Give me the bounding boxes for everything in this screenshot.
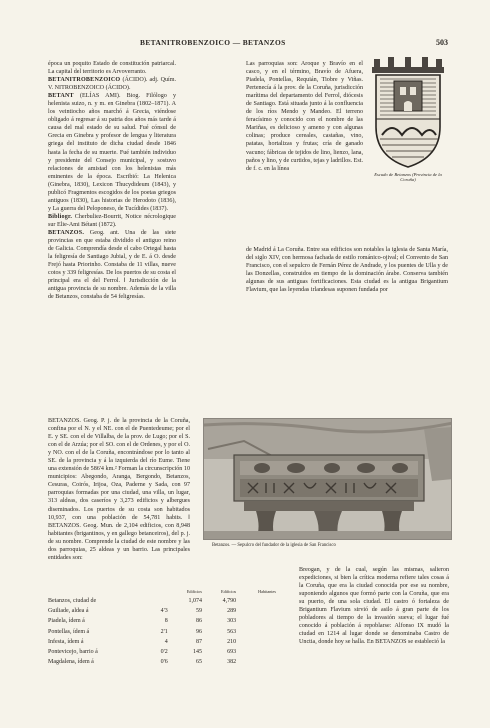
entry-betanzos-ancient: BETANZOS. Geog. ant. Una de las siete provincias en que estaba dividido el antiguo reino de Galicia. Comprendía desde el cabo Ortegal hasta la feligresía de Santiago Jubial, y de E. á O. desde Frejó hasta Priorinho. Constaba de 11 villas, nueve cotos y 339 feligresías. De los puertos de su costa el principal era el del Ferrol. ‖ Jurisdicción de la antigua provincia de su nombre. Además de la villa de Betanzos, constaba de 54 feligresías.: [48, 229, 176, 301]
table-cell: 4,790: [222, 598, 237, 604]
table-cell: 2'1: [160, 628, 168, 635]
coat-of-arms-caption: Escudo de Betanzos (Provincia de la Coruña): [374, 172, 442, 182]
right-column-top: [246, 60, 363, 173]
table-cell: 303: [227, 618, 237, 625]
table-cell: 693: [227, 649, 237, 656]
paragraph-parishes: Las parroquias son: Aroque y Bravío en el casco, y en el término, Bravío de Afuera, Piadela, Pontellas, Requián, Tiobre y Viñas. Pertenecía á la prov. de la Coruña, jurisdicción marítima del departamento del Ferrol, diócesis de Santiago. Está situada junto á la confluencia de los ríos Mendo y Mandeo. El terreno feracísimo y conocido con el nombre de las Mariñas, es delicioso y ameno y con algunas colinas; produce cereales, castañas, vino, patatas, hortalizas y frutas; cría de ganado vacuno; fábricas de tejidos de lino, lienzo, lana, paños y lino, y de curtidos, tejas y ladrillos. Est. de f. c. en la línea: [246, 61, 363, 172]
table-cell: 145: [192, 649, 202, 656]
coat-of-arms-icon: [366, 57, 450, 169]
paragraph-intro: época un poquito Estado de constitución patriarcal. La capital del territorio es Arvoverranto.: [48, 61, 176, 76]
table-cell: 86: [195, 618, 202, 625]
table-cell: [152, 596, 170, 606]
running-head: BETANITROBENZOICO — BETANZOS: [140, 38, 286, 47]
right-column-middle: [246, 246, 448, 294]
table-header-row: [48, 589, 278, 596]
table-cell: Pontevicejo, barrio á: [48, 649, 98, 656]
right-column-bottom: [299, 566, 449, 646]
table-cell: 4: [164, 638, 168, 645]
table-header-cell: [152, 589, 170, 596]
table-cell: 87: [195, 638, 202, 645]
table-cell: Guiliade, aldea á: [48, 608, 89, 615]
table-cell: Infesta, ídem á: [48, 638, 84, 645]
table-row: [48, 657, 278, 667]
left-column-bottom: [48, 417, 190, 562]
paragraph-history: Breogan, y de la cual, según las mismas, salieron expediciones, si bien la crítica moderna refiere tales cosas á la Coruña, que era la ciudad conocida por ese su nombre, suponiendo algunos que formó parte con la Coruña, que era su puerto, de una sola ciudad. El castro ó fortaleza de Brigantium Flavium sirvió de asilo á gran parte de los pobladores al tiempo de la invasión sueva; el lugar fué conocido á población á repoblarse: Alfonso IX mudó la ciudad en 1214 al lugar donde se denominaba Castro de Unctia, donde hoy se halla. En BETANZOS se estableció la: [299, 567, 449, 646]
table-header-cell: Habitantes: [258, 589, 276, 594]
table-header-cell: Edificios: [221, 589, 237, 594]
table-cell: 4'3: [160, 608, 168, 615]
entry-betanzos-geography: BETANZOS. Geog. P. j. de la provincia de la Coruña, confina por el N. y el NE. con el de Puentedeume; por el E. y SE. con el de Villalba, de la prov. de Lugo; por el S. con el de Arzúa; por el SO. con el de Ordenes, y por el O. y NO. con el de la Coruña, encontrándose por lo tanto al SE. de la provincia y á la izquierda del río Eume. Tiene una extensión de 586'4 km.² Forman la circunscripción 10 municipios: Abegondo, Aranga, Bergondo, Betanzos, Cesuras, Coirós, Irijoa, Oza, Paderne y Sada, con 97 parroquias formadas por una ciudad, una villa, un lugar, 313 aldeas, dos caseríos y 3,273 edificios y albergues diseminados. Los puertos de su costa son habitados 10,937, con una población de 54,781 habits. ‖ BETANZOS. Geog. Mun. de 2,104 edificios, con 8,948 habitantes (brigantinos, y en gallego betanceiros), del p. j. de su nombre. Comprende la ciudad de este nombre y las dos parroquias, 25 aldeas y un barrio. Las principales entidades son:: [48, 418, 190, 561]
table-row: [48, 606, 278, 616]
table-cell: 65: [195, 659, 202, 666]
table-header-cell: Edificios: [186, 589, 202, 594]
paragraph-monuments: de Madrid á La Coruña. Entre sus edificios son notables la iglesia de Santa María, del siglo XIV, con hermosa fachada de estilo románico-ojival; el Convento de San Francisco, con el sepulcro de Fernán Pérez de Andrade, y los puentes de Ulla y de las Donzellas, construidos en tiempo de la dominación árabe. Conserva también algunas de sus antiguas fortificaciones. Esta ciudad es la antigua Brigantium Flavium, que las leyendas irlandesas suponen fundada por: [246, 247, 448, 294]
table-cell: Betanzos, ciudad de: [48, 598, 97, 604]
entry-betant: BETANT (ELÍAS AMI). Biog. Filólogo y helenista suizo, n. y m. en Ginebra (1802–1871). A los veintiocho años marchó á Grecia, viéndose obligado á regresar á su patria dos años más tarde á causa del mal estado de su salud. Fué cónsul de Grecia en Ginebra y profesor de lengua y literatura griega del instituto de dicha ciudad desde 1846 hasta la fecha de su muerte. Fué también individuo y presidente del Consejo municipal, y sostuvo relaciones de amistad con los helenistas más eminentes de la época. Escribió: La Helenica (Ginebra, 1830), Lexicon Thucydideum (1843), y publicó Fragmentos escogidos de los poetas griegos antiguos (1830), Las historias de Herodoto (1836), y La guerra del Peloponeso, de Tucídides (1837).: [48, 93, 176, 212]
figure-caption: Betanzos. — Sepulcro del fundador de la iglesia de San Francisco: [212, 543, 336, 548]
table-header-cell: [48, 589, 152, 596]
table-row: [48, 596, 278, 606]
table-cell: 0'2: [160, 649, 168, 656]
page-number: 503: [436, 38, 448, 47]
table-cell: 210: [227, 638, 237, 645]
table-cell: Magdalena, ídem á: [48, 659, 94, 666]
left-column-top: [48, 60, 176, 301]
table-cell: 289: [227, 608, 237, 615]
table-row: [48, 637, 278, 647]
page-header: [48, 38, 448, 50]
table-cell: 0'6: [160, 659, 168, 666]
table-row: [48, 616, 278, 626]
table-cell: 96: [195, 628, 202, 635]
entry-betanitrobenzoico: BETANITROBENZOICO (ÁCIDO). adj. Quím. V. NITROBENZOICO (ÁCIDO).: [48, 77, 176, 92]
table-cell: Piadela, ídem á: [48, 618, 85, 625]
sepulchre-image: [204, 419, 452, 540]
tomb-photograph: [203, 418, 452, 540]
table-row: [48, 647, 278, 657]
table-cell: 382: [227, 659, 237, 666]
table-cell: Pontellas, ídem á: [48, 628, 90, 635]
table-row: [48, 627, 278, 637]
table-cell: 1,074: [188, 598, 202, 604]
coat-of-arms: [366, 57, 450, 169]
entities-table: [48, 589, 278, 667]
table-cell: 59: [195, 608, 202, 615]
table-cell: 8: [164, 618, 168, 625]
entry-bibliography: Bibliogr. Cherbuliez-Bourrit, Notice nécrologique sur Elie-Ami Bétant (1872).: [48, 213, 176, 228]
table-cell: 563: [227, 628, 237, 635]
